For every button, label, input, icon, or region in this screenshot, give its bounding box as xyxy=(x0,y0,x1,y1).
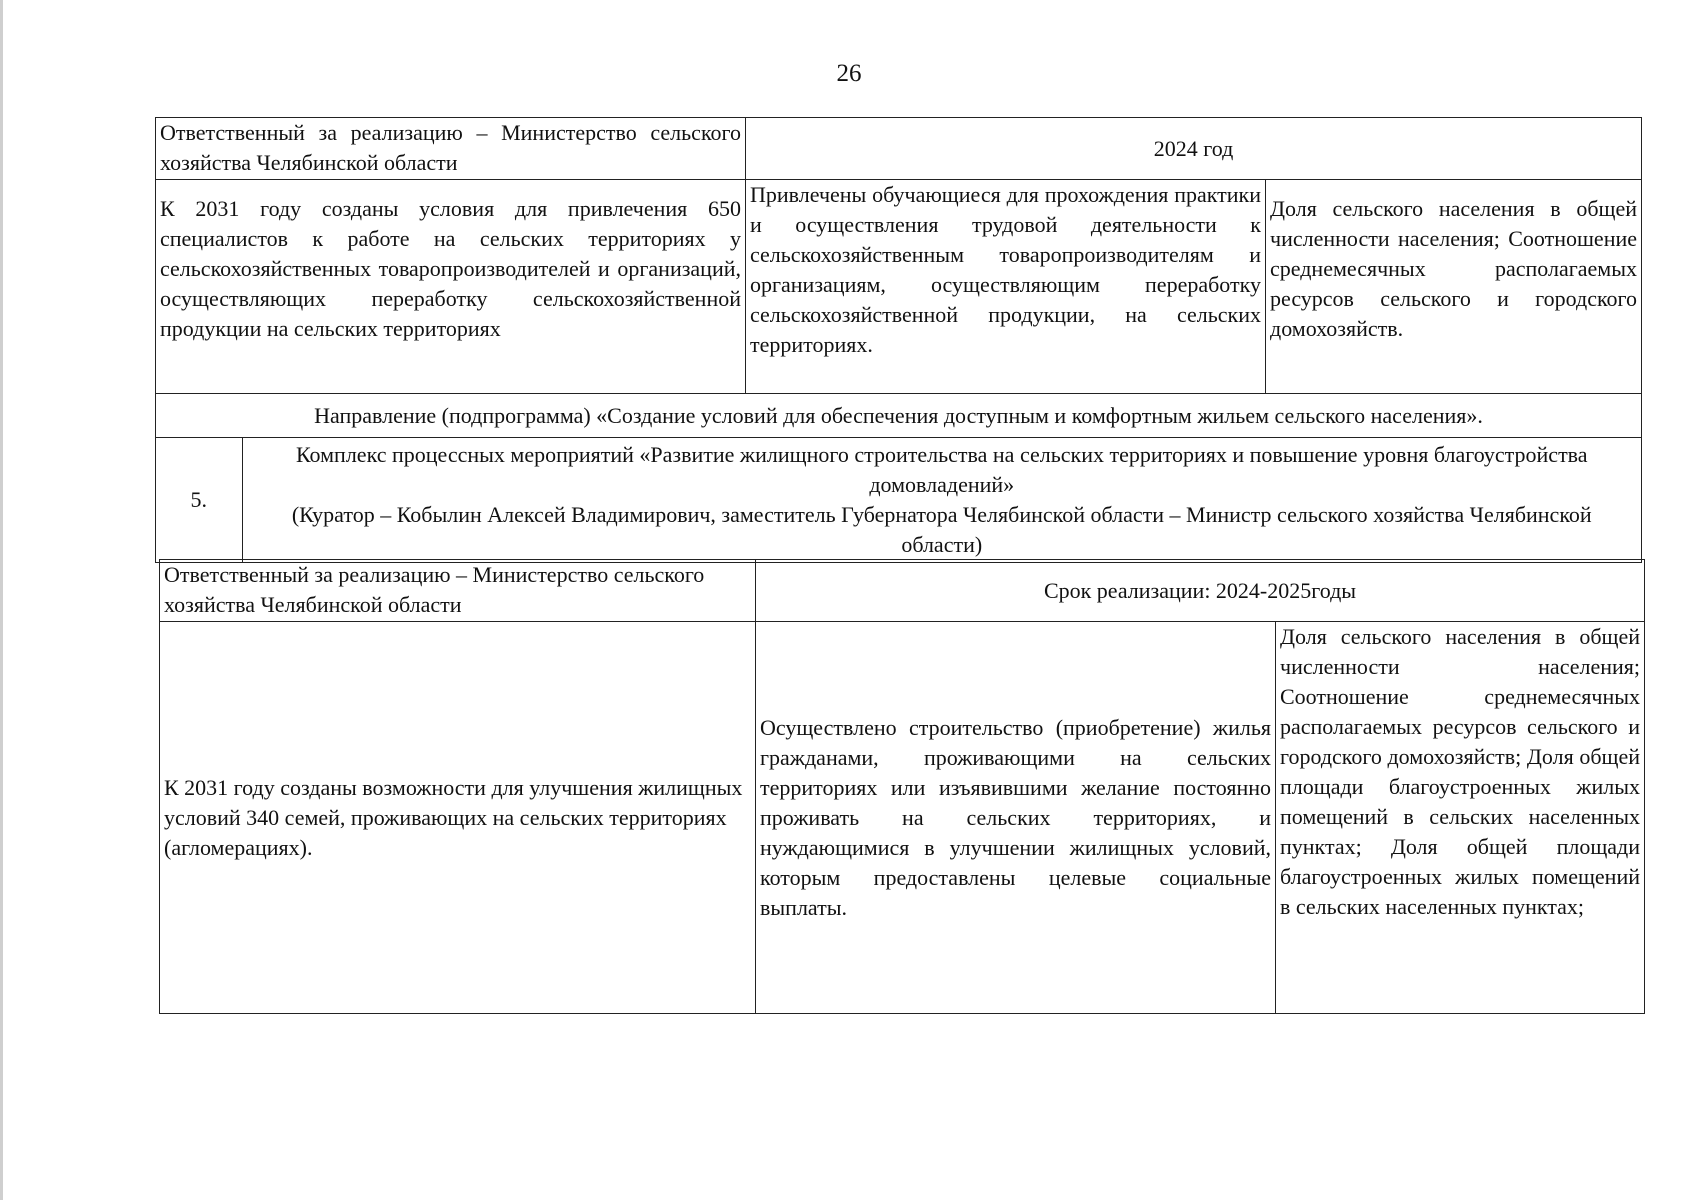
complex-text xyxy=(242,438,1641,562)
complex-title: Комплекс процессных мероприятий «Развитие жилищного строительства на сельских территориях и повышение уровня благоустройства домовладений» xyxy=(295,442,1588,497)
result-cell: Осуществлено строительство (приобретение) жилья гражданами, проживающими на сельских территориях или изъявившими желание постоянно проживать на сельских территориях, и нуждающимися в улучшении жилищных условий, которым предоставлены целевые социальные выплаты. xyxy=(756,622,1276,1014)
indicators-cell: Доля сельского населения в общей численности населения; Соотношение среднемесячных располагаемых ресурсов сельского и городского домохозяйств; Доля общей площади благоустроенных жилых помещений в сельских населенных пунктах; Доля общей площади благоустроенных жилых помещений в сельских населенных пунктах; xyxy=(1276,622,1645,1014)
period-cell: Срок реализации: 2024-2025годы xyxy=(756,560,1645,622)
complex-number: 5. xyxy=(156,438,242,562)
complex-inner xyxy=(156,438,1641,562)
complex-cell xyxy=(156,438,1642,563)
page-number: 26 xyxy=(836,60,862,87)
scan-edge xyxy=(0,0,3,1200)
task-cell: К 2031 году созданы условия для привлечения 650 специалистов к работе на сельских территориях у сельскохозяйственных товаропроизводителей и организаций, осуществляющих переработку сельскохозяйственной продукции на сельских территориях xyxy=(156,180,746,394)
responsible-row-1 xyxy=(156,118,1642,180)
program-table-lower xyxy=(159,559,1645,1014)
direction-cell: Направление (подпрограмма) «Создание условий для обеспечения доступным и комфортным жильем сельского населения». xyxy=(156,394,1642,438)
direction-row xyxy=(156,394,1642,438)
task-row-1 xyxy=(156,180,1642,394)
period-cell: 2024 год xyxy=(746,118,1642,180)
responsible-cell: Ответственный за реализацию – Министерство сельского хозяйства Челябинской области xyxy=(160,560,756,622)
task-cell: К 2031 году созданы возможности для улучшения жилищных условий 340 семей, проживающих на сельских территориях (агломерациях). xyxy=(160,622,756,1014)
task-row-2 xyxy=(160,622,1645,1014)
complex-row xyxy=(156,438,1642,563)
complex-curator: (Куратор – Кобылин Алексей Владимирович, заместитель Губернатора Челябинской области – Министр сельского хозяйства Челябинской области) xyxy=(291,502,1592,557)
responsible-row-2 xyxy=(160,560,1645,622)
result-cell: Привлечены обучающиеся для прохождения практики и осуществления трудовой деятельности к сельскохозяйственным товаропроизводителям и организациям, осуществляющим переработку сельскохозяйственной продукции, на сельских территориях. xyxy=(746,180,1266,394)
indicators-cell: Доля сельского населения в общей численности населения; Соотношение среднемесячных располагаемых ресурсов сельского и городского домохозяйств. xyxy=(1266,180,1642,394)
program-table-upper xyxy=(155,117,1642,563)
responsible-cell: Ответственный за реализацию – Министерство сельского хозяйства Челябинской области xyxy=(156,118,746,180)
